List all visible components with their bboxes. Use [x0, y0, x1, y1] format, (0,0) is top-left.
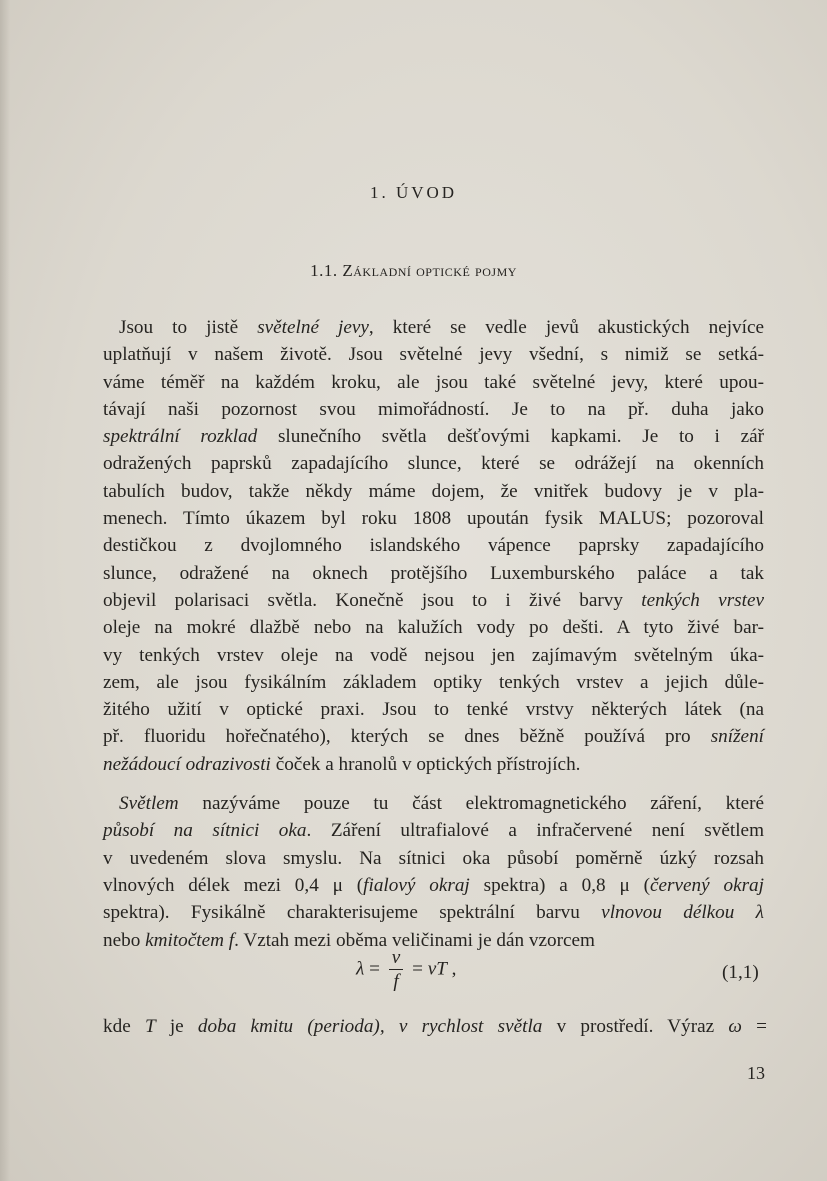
text-run: je [155, 1016, 198, 1037]
text-run: oleje na mokré dlažbě nebo na kalužích vody po dešti. A tyto živé bar- [103, 617, 764, 639]
text-run: vy tenkých vrstev oleje na vodě nejsou jen zajímavým světelným úka- [103, 644, 764, 666]
emphasis: červený okraj [649, 874, 764, 896]
eq-equals-1: = [369, 958, 380, 980]
equation-body [356, 948, 456, 991]
emphasis: světelné jevy [257, 317, 369, 338]
emphasis: snížení [710, 726, 764, 748]
para1-line [103, 423, 764, 450]
para2-line [103, 872, 764, 899]
text-run: távají naši pozornost svou mimořádností. Je to na př. duha jako [103, 398, 764, 420]
emphasis: tenkých vrstev [641, 589, 764, 611]
eq-denominator: f [393, 971, 399, 993]
para1-line [103, 341, 764, 368]
paragraph-1 [103, 314, 764, 778]
para1-line [103, 669, 764, 696]
para2-line [103, 790, 764, 817]
emphasis: spektrální rozklad [103, 426, 258, 448]
para1-line [103, 314, 764, 341]
text-run: odražených paprsků zapadajícího slunce, které se odrážejí na okenních [103, 453, 764, 475]
emphasis: kmitočtem f [145, 929, 235, 951]
para1-line [103, 369, 764, 396]
emphasis: fialový okraj [363, 874, 470, 896]
page-number: 13 [747, 1063, 765, 1083]
emphasis: nežádoucí odrazivosti [103, 753, 271, 775]
para1-line [103, 532, 764, 559]
text-run: př. fluoridu hořečnatého), kterých se dnes běžně používá pro [103, 726, 711, 748]
text-run: kde [103, 1016, 145, 1037]
para1-line [103, 450, 764, 477]
text-run: zem, ale jsou fysikálním základem optiky tenkých vrstev a jejich důle- [103, 671, 764, 693]
para2-line [103, 845, 764, 872]
text-run: = [741, 1016, 767, 1037]
text-run: . Záření ultrafialové a infračervené není světlem [306, 820, 764, 842]
text-run: ; pozoroval [666, 508, 764, 530]
text-run: destičkou z dvojlomného islandského vápence paprsky zapadajícího [103, 535, 764, 557]
text-run: , které se vedle jevů akustických nejvíce [368, 317, 764, 338]
section-title-rest: ákladní optické pojmy [353, 261, 517, 280]
text-run: v uvedeném slova smyslu. Na sítnici oka působí poměrně úzký rozsah [103, 847, 764, 869]
chapter-heading: 1. ÚVOD [369, 183, 458, 202]
para1-line [103, 614, 764, 641]
eq-fraction [389, 948, 404, 991]
section-title [342, 261, 517, 280]
text-run: slunečního světla dešťovými kapkami. Je to i zář [257, 426, 764, 448]
text-run: Jsou to jistě [119, 317, 258, 338]
text-run: . Vztah mezi oběma veličinami je dán vzorcem [234, 929, 595, 951]
emphasis: působí na sítnici oka [103, 820, 307, 842]
section-heading [0, 261, 827, 281]
text-run: nebo [103, 929, 146, 951]
text-run: váme téměř na každém kroku, ale jsou také světelné jevy, které upou- [103, 371, 764, 393]
para1-line [103, 560, 764, 587]
text-run: v prostředí. Výraz [542, 1016, 729, 1037]
emphasis: ω [728, 1016, 742, 1037]
text-after-equation [103, 1013, 767, 1040]
emphasis: Světlem [119, 793, 179, 815]
person-name: MALUS [598, 508, 667, 530]
text-run: objevil polarisaci světla. Konečně jsou to i živé barvy [103, 589, 642, 611]
text-run: tabulích budov, takže někdy máme dojem, že vnitřek budovy je v pla- [103, 480, 764, 502]
eq-comma: , [451, 958, 457, 980]
section-title-initial: Z [342, 261, 354, 280]
para1-line [103, 505, 764, 532]
section-number: 1.1. [310, 261, 338, 280]
para1-line [103, 696, 764, 723]
emphasis: T [144, 1016, 156, 1037]
equation-number: (1,1) [722, 962, 759, 983]
para1-line [103, 642, 764, 669]
text-run: nazýváme pouze tu část elektromagnetického záření, které [178, 793, 764, 815]
para1-line [103, 396, 764, 423]
equation-1-1 [0, 948, 827, 998]
eq-rhs: vT [427, 958, 447, 980]
text-run: uplatňují v našem životě. Jsou světelné jevy všední, s nimiž se setká- [103, 344, 764, 366]
para1-line [103, 723, 764, 750]
eq-numerator: v [389, 948, 404, 970]
eq-equals-2: = [412, 958, 423, 980]
para2-line [103, 817, 764, 844]
emphasis: vlnovou délkou λ [601, 902, 764, 924]
text-run: vlnových délek mezi 0,4 μ ( [103, 874, 364, 896]
text-run: menech. Tímto úkazem byl roku 1808 upoután fysik [103, 508, 599, 530]
paragraph-2 [103, 790, 764, 954]
emphasis: doba kmitu (perioda), v rychlost světla [197, 1016, 543, 1037]
text-run: spektra). Fysikálně charakterisujeme spektrální barvu [103, 902, 602, 924]
text-run: spektra) a 0,8 μ ( [469, 874, 650, 896]
eq-lhs: λ [356, 958, 365, 980]
para1-line [103, 478, 764, 505]
text-run: slunce, odražené na oknech protějšího Luxemburského paláce a tak [103, 562, 764, 584]
para1-line [103, 587, 764, 614]
para1-line [103, 751, 764, 778]
para2-line [103, 899, 764, 926]
text-run: čoček a hranolů v optických přístrojích. [270, 753, 581, 775]
body-text [103, 314, 764, 954]
text-run: žitého užití v optické praxi. Jsou to tenké vrstvy některých látek (na [103, 699, 764, 721]
